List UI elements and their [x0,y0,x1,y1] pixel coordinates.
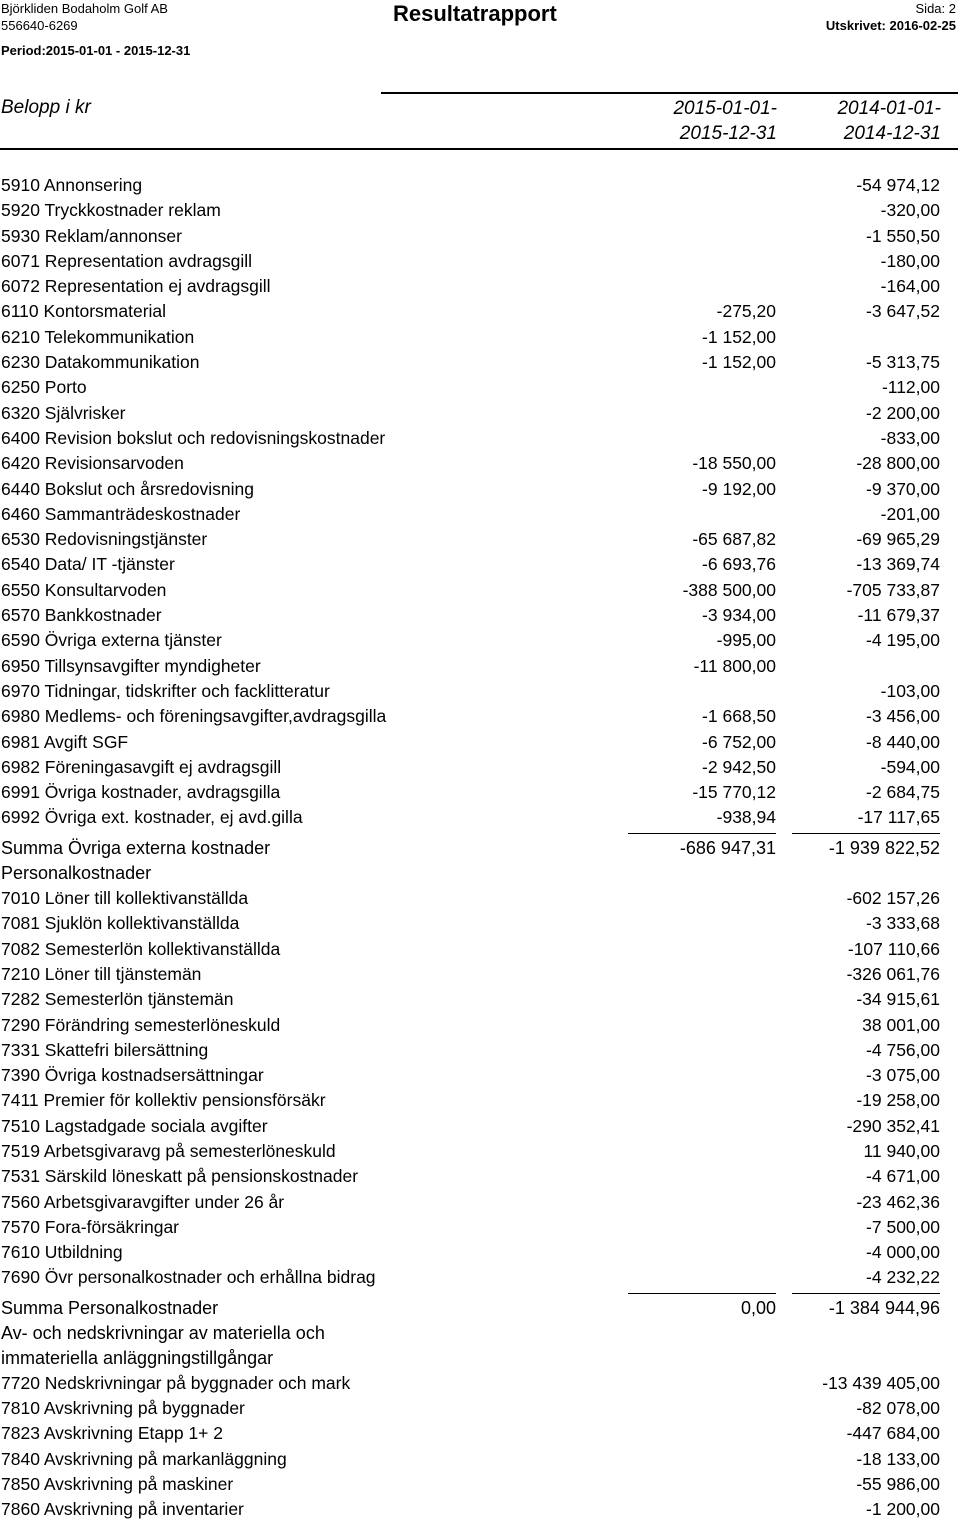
account-row [0,451,960,476]
current-amount: -995,00 [716,630,776,651]
row-label: 7390 Övriga kostnadsersättningar [1,1065,264,1086]
account-row [0,527,960,552]
account-row [0,654,960,679]
account-row [0,911,960,936]
previous-amount: -4 671,00 [866,1166,940,1187]
current-amount: -15 770,12 [692,782,776,803]
previous-amount: -82 078,00 [856,1398,940,1419]
account-row [0,1190,960,1215]
report-title: Resultatrapport [393,1,557,26]
row-label: 6320 Självrisker [1,402,126,423]
account-row [0,628,960,653]
previous-amount: -112,00 [881,377,940,398]
row-label: 6250 Porto [1,377,87,398]
previous-amount: -9 370,00 [866,478,940,499]
previous-amount: -13 369,74 [856,554,940,575]
account-row [0,173,960,198]
report-period: Period:2015-01-01 - 2015-12-31 [1,43,191,58]
row-label: 7840 Avskrivning på markanläggning [1,1448,287,1469]
account-row [0,401,960,426]
account-row [0,1164,960,1189]
account-row [0,1038,960,1063]
account-row [0,249,960,274]
account-row [0,1013,960,1038]
account-row [0,350,960,375]
previous-amount: -13 439 405,00 [822,1372,940,1393]
row-label: 6420 Revisionsarvoden [1,453,184,474]
previous-amount: -201,00 [880,503,940,524]
previous-amount: -833,00 [880,427,940,448]
previous-amount: -2 200,00 [866,402,940,423]
current-amount: -9 192,00 [702,478,776,499]
previous-amount: -107 110,66 [847,938,940,959]
current-amount: -18 550,00 [692,453,776,474]
account-row [0,780,960,805]
row-label: 6982 Föreningasavgift ej avdragsgill [1,756,282,777]
row-label: 6980 Medlems- och föreningsavgifter,avdragsgilla [1,706,387,727]
row-label: 7823 Avskrivning Etapp 1+ 2 [1,1423,223,1444]
printed-date: Utskrivet: 2016-02-25 [825,18,956,33]
current-amount: -1 668,50 [702,706,776,727]
previous-amount: -34 915,61 [856,989,940,1010]
previous-period-header [837,96,941,146]
row-label: 6992 Övriga ext. kostnader, ej avd.gilla [1,807,303,828]
current-period-header [673,96,777,146]
account-row [0,198,960,223]
account-row [0,937,960,962]
row-label: 6540 Data/ IT -tjänster [1,554,175,575]
section-heading [0,861,960,886]
sum-row [0,1291,960,1321]
row-label: 6400 Revision bokslut och redovisningskostnader [1,427,386,448]
account-row [0,274,960,299]
row-label: 7519 Arbetsgivaravg på semesterlöneskuld [1,1140,336,1161]
org-number: 556640-6269 [1,18,78,33]
account-row [0,1447,960,1472]
row-label: 7210 Löner till tjänstemän [1,963,202,984]
current-period-end: 2015-12-31 [679,123,777,144]
account-row [0,1139,960,1164]
row-label: 7510 Lagstadgade sociala avgifter [1,1115,268,1136]
previous-amount: -1 550,50 [866,225,940,246]
row-label: 6970 Tidningar, tidskrifter och facklitteratur [1,680,330,701]
account-row [0,962,960,987]
account-row [0,730,960,755]
account-row [0,552,960,577]
row-label: 6950 Tillsynsavgifter myndigheter [1,655,261,676]
current-amount: -2 942,50 [702,756,776,777]
account-row [0,578,960,603]
account-row [0,1063,960,1088]
previous-period-start: 2014-01-01- [837,98,941,119]
account-row [0,1421,960,1446]
previous-amount: -3 333,68 [866,913,940,934]
previous-amount: -320,00 [880,200,940,221]
previous-amount: -3 456,00 [866,706,940,727]
row-label: 7282 Semesterlön tjänstemän [1,989,234,1010]
row-label: 6072 Representation ej avdragsgill [1,276,271,297]
row-label: 7082 Semesterlön kollektivanställda [1,938,281,959]
current-amount: -6 693,76 [702,554,776,575]
previous-amount: -1 939 822,52 [828,837,940,858]
section-heading [0,1321,960,1371]
current-amount: -275,20 [716,301,776,322]
report-rows [0,173,960,1523]
previous-amount: -705 733,87 [846,579,940,600]
row-label: Summa Personalkostnader [1,1297,219,1318]
account-row [0,1114,960,1139]
current-amount: -6 752,00 [702,731,776,752]
previous-amount: -8 440,00 [866,731,940,752]
account-row [0,1497,960,1522]
account-row [0,1472,960,1497]
company-name: Björkliden Bodaholm Golf AB [1,1,168,16]
account-row [0,224,960,249]
amount-label: Belopp i kr [1,97,91,118]
account-row [0,375,960,400]
previous-amount: -447 684,00 [846,1423,940,1444]
account-row [0,704,960,729]
row-label: 7690 Övr personalkostnader och erhållna bidrag [1,1267,376,1288]
account-row [0,679,960,704]
previous-amount: -602 157,26 [846,888,940,909]
previous-amount: -7 500,00 [866,1216,940,1237]
previous-amount: -290 352,41 [846,1115,940,1136]
row-label: 6460 Sammanträdeskostnader [1,503,241,524]
account-row [0,1240,960,1265]
previous-amount: -103,00 [880,680,940,701]
row-label: 7531 Särskild löneskatt på pensionskostnader [1,1166,359,1187]
current-amount: -686 947,31 [679,837,776,858]
current-amount: -3 934,00 [702,605,776,626]
row-label: 7810 Avskrivning på byggnader [1,1398,245,1419]
previous-amount: -69 965,29 [856,529,940,550]
row-label: 7720 Nedskrivningar på byggnader och mark [1,1372,351,1393]
row-label: 6991 Övriga kostnader, avdragsgilla [1,782,281,803]
account-row [0,1371,960,1396]
account-row [0,755,960,780]
previous-amount: -18 133,00 [856,1448,940,1469]
row-label: 6210 Telekommunikation [1,326,195,347]
row-label: 7331 Skattefri bilersättning [1,1039,209,1060]
account-row [0,502,960,527]
row-label: 6440 Bokslut och årsredovisning [1,478,254,499]
previous-amount: -4 000,00 [866,1242,940,1263]
account-row [0,987,960,1012]
previous-amount: -1 200,00 [866,1499,940,1520]
column-header-rule [0,148,958,150]
previous-period-end: 2014-12-31 [843,123,941,144]
previous-amount: -11 679,37 [857,605,940,626]
row-label: 7610 Utbildning [1,1242,123,1263]
current-amount: -1 152,00 [702,326,776,347]
previous-amount: -3 647,52 [866,301,940,322]
row-label: 6570 Bankkostnader [1,605,162,626]
row-label: 6110 Kontorsmaterial [1,301,167,322]
sum-row [0,831,960,861]
previous-amount: -180,00 [880,250,940,271]
header-rule [381,92,958,94]
account-row [0,299,960,324]
account-row [0,1088,960,1113]
previous-amount: -594,00 [880,756,940,777]
row-label: 7081 Sjuklön kollektivanställda [1,913,240,934]
row-label: Av- och nedskrivningar av materiella och immateriella anläggningstillgångar [1,1322,325,1368]
row-label: 7411 Premier för kollektiv pensionsförsäkr [1,1090,326,1111]
previous-amount: -55 986,00 [856,1473,940,1494]
previous-amount: -54 974,12 [856,175,940,195]
row-label: 6071 Representation avdragsgill [1,250,252,271]
previous-amount: -4 195,00 [866,630,940,651]
row-label: 7290 Förändring semesterlöneskuld [1,1014,281,1035]
account-row [0,1265,960,1290]
previous-amount: -1 384 944,96 [828,1297,940,1318]
row-label: 6550 Konsultarvoden [1,579,167,600]
row-label: 7860 Avskrivning på inventarier [1,1499,244,1520]
previous-amount: 38 001,00 [862,1014,940,1035]
row-label: 5920 Tryckkostnader reklam [1,200,221,221]
previous-amount: -4 756,00 [866,1039,940,1060]
current-amount: 0,00 [740,1297,776,1318]
current-amount: -388 500,00 [682,579,776,600]
previous-amount: -2 684,75 [866,782,940,803]
row-label: 5930 Reklam/annonser [1,225,182,246]
account-row [0,886,960,911]
row-label: 6530 Redovisningstjänster [1,529,208,550]
row-label: 6230 Datakommunikation [1,352,200,373]
previous-amount: -23 462,36 [856,1191,940,1212]
account-row [0,805,960,830]
row-label: Summa Övriga externa kostnader [1,837,271,858]
account-row [0,426,960,451]
account-row [0,1396,960,1421]
current-period-start: 2015-01-01- [673,98,777,119]
row-label: 7850 Avskrivning på maskiner [1,1473,234,1494]
previous-amount: -326 061,76 [846,963,940,984]
previous-amount: -17 117,65 [857,807,940,828]
row-label: 6981 Avgift SGF [1,731,129,752]
previous-amount: -5 313,75 [866,352,940,373]
row-label: 7570 Fora-försäkringar [1,1216,179,1237]
previous-amount: -4 232,22 [866,1267,940,1288]
row-label: 5910 Annonsering [1,175,143,195]
previous-amount: -164,00 [880,276,940,297]
current-amount: -1 152,00 [702,352,776,373]
account-row [0,477,960,502]
row-label: 7010 Löner till kollektivanställda [1,888,249,909]
page-number: Sida: 2 [915,1,956,16]
previous-amount: -19 258,00 [856,1090,940,1111]
previous-amount: -28 800,00 [856,453,940,474]
previous-amount: -3 075,00 [866,1065,940,1086]
account-row [0,603,960,628]
current-amount: -938,94 [716,807,776,828]
previous-amount: 11 940,00 [863,1140,940,1161]
row-label: Personalkostnader [1,862,152,883]
current-amount: -11 800,00 [693,655,776,676]
row-label: 6590 Övriga externa tjänster [1,630,222,651]
current-amount: -65 687,82 [692,529,776,550]
account-row [0,1215,960,1240]
account-row [0,325,960,350]
row-label: 7560 Arbetsgivaravgifter under 26 år [1,1191,285,1212]
